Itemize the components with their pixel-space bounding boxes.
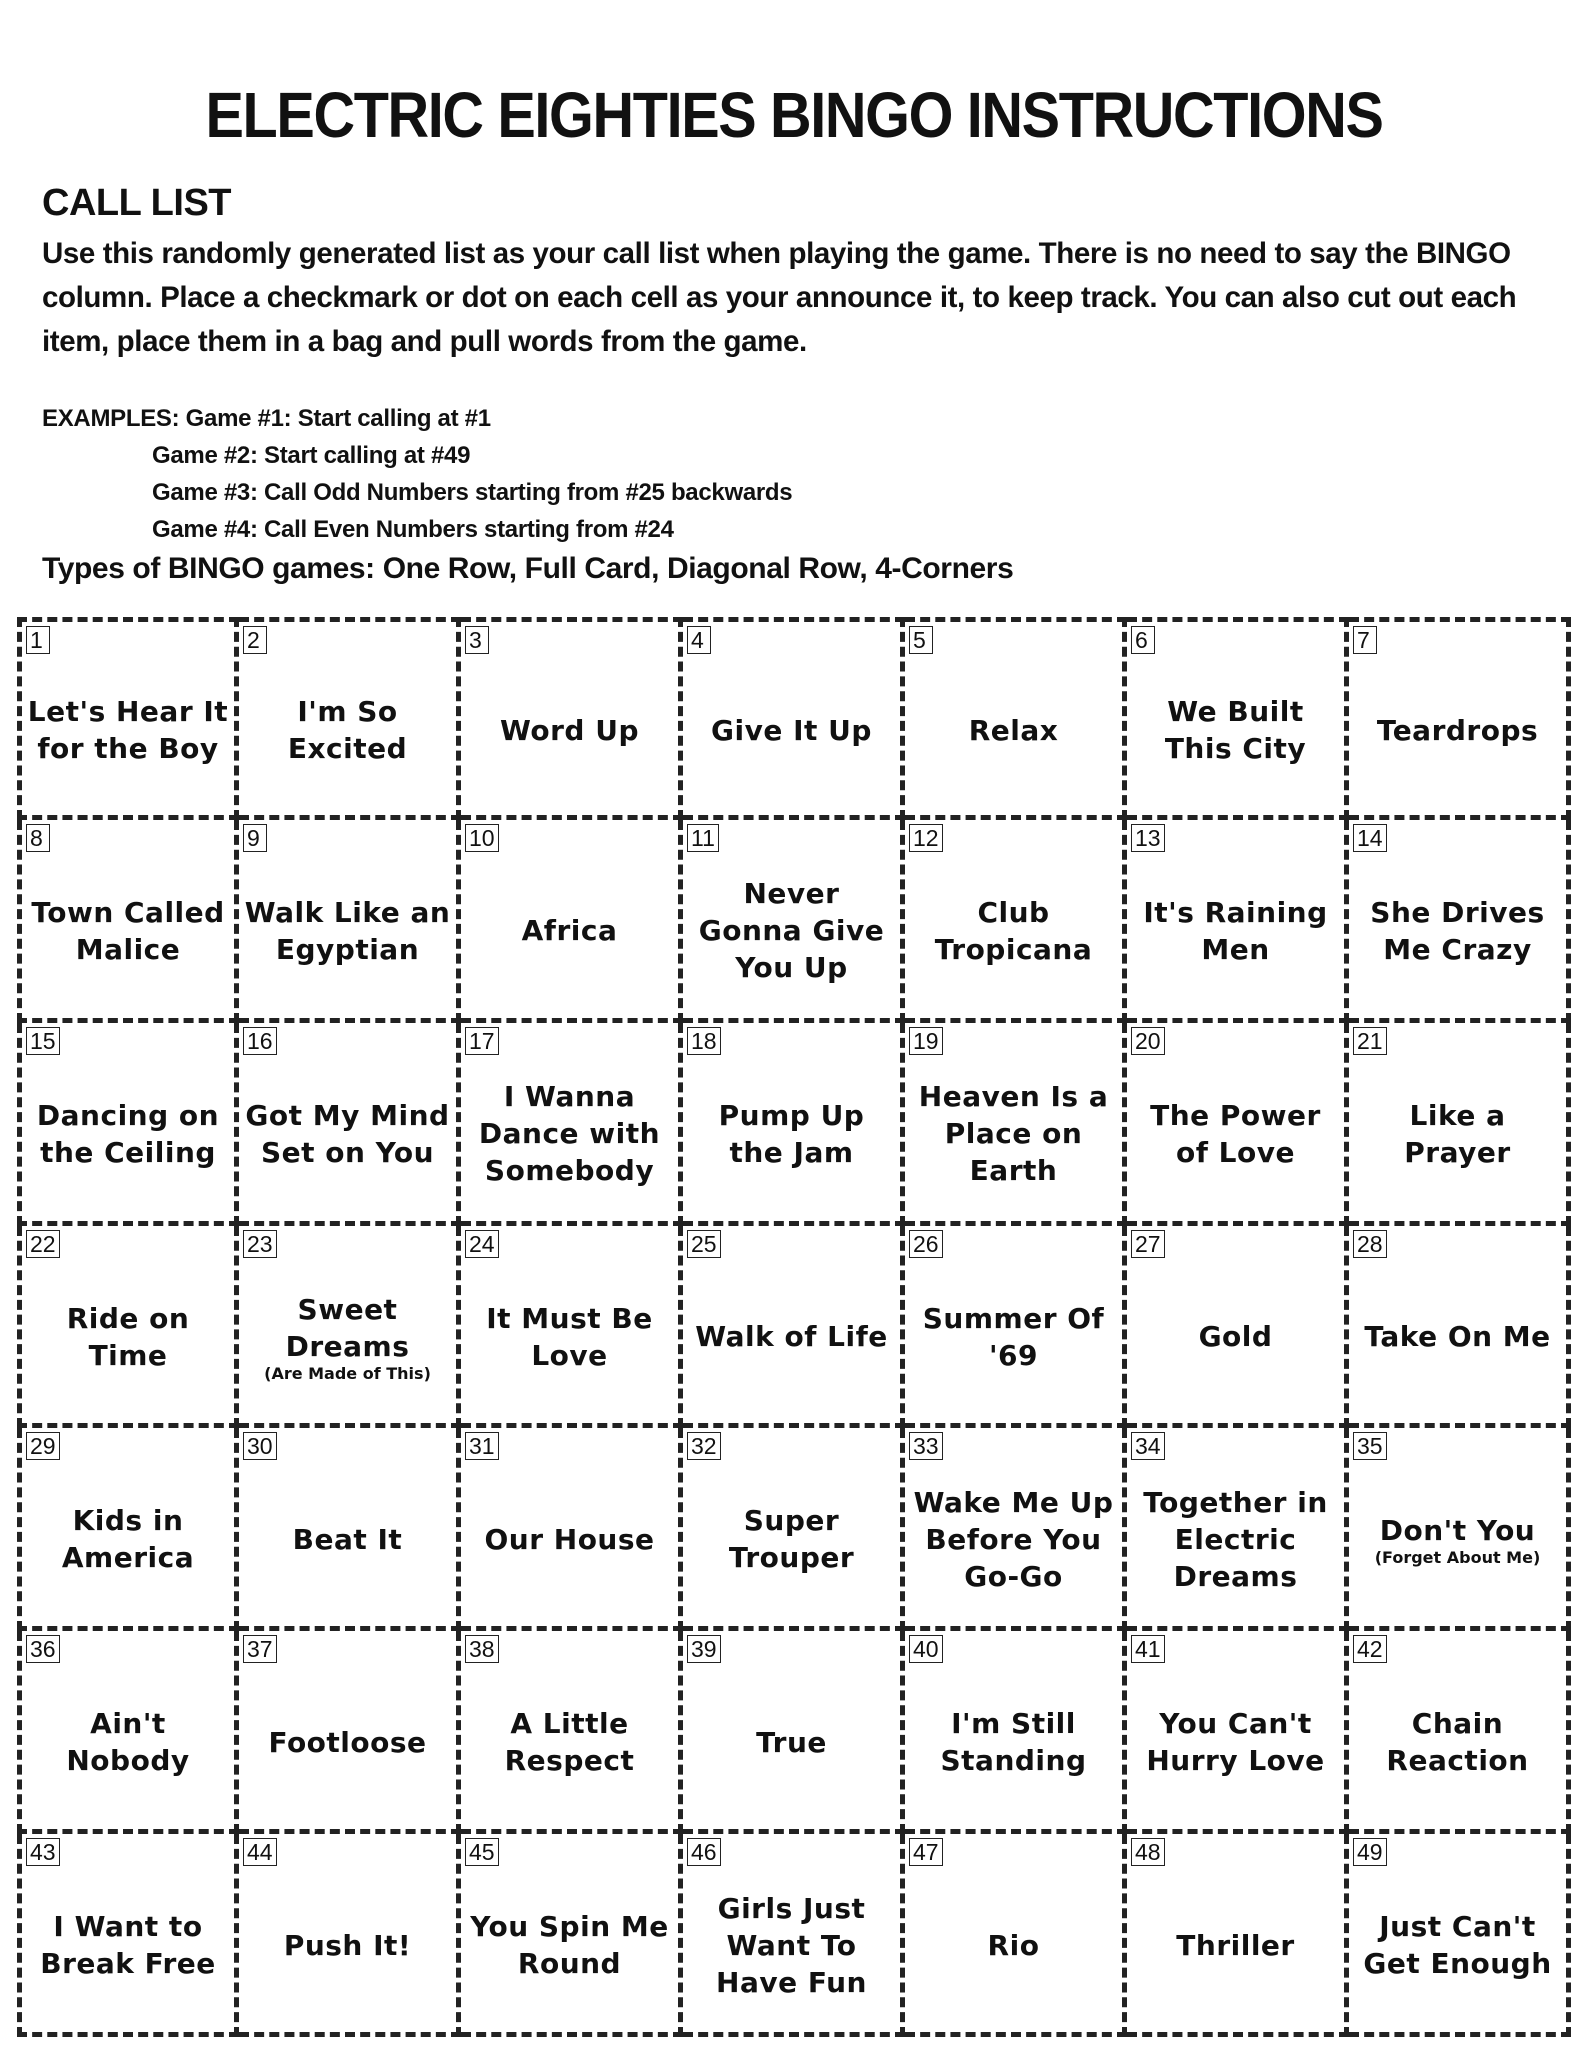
- call-cell: [905, 617, 1127, 820]
- song-title: Ride on Time: [66, 1301, 190, 1372]
- song-title: Heaven Is a Place on Earth: [918, 1080, 1109, 1188]
- cell-content: [239, 1073, 456, 1171]
- cell-content: [289, 1497, 407, 1558]
- cell-number: 20: [1131, 1027, 1165, 1055]
- song-title: I Wanna Dance with Somebody: [478, 1080, 661, 1188]
- call-cell: [905, 1428, 1127, 1631]
- call-cell: [683, 1631, 905, 1834]
- call-cell: [683, 820, 905, 1023]
- example-line-1: EXAMPLES: Game #1: Start calling at #1: [42, 405, 491, 432]
- call-cell: [905, 1631, 1127, 1834]
- song-title: Chain Reaction: [1386, 1707, 1529, 1778]
- song-title: Give It Up: [711, 713, 872, 747]
- cell-number: 42: [1353, 1635, 1387, 1663]
- cell-number: 37: [243, 1635, 277, 1663]
- cell-content: [1172, 1903, 1298, 1964]
- song-title: Kids in America: [61, 1504, 195, 1575]
- call-cell: [905, 1834, 1127, 2037]
- cell-content: [461, 1884, 678, 1982]
- song-title: Our House: [484, 1522, 655, 1556]
- song-title: Africa: [521, 914, 618, 948]
- cell-number: 43: [26, 1838, 60, 1866]
- cell-content: [683, 1866, 900, 2001]
- call-cell: [1127, 617, 1349, 820]
- cell-content: [239, 870, 456, 968]
- cell-content: [1349, 1884, 1566, 1982]
- cell-number: 38: [465, 1635, 499, 1663]
- song-title: Never Gonna Give You Up: [698, 877, 885, 985]
- song-title: Walk of Life: [695, 1320, 888, 1353]
- cell-number: 13: [1131, 824, 1165, 852]
- song-title: I'm Still Standing: [940, 1707, 1087, 1778]
- cell-content: [22, 1073, 234, 1171]
- song-title: Footloose: [268, 1725, 427, 1759]
- call-cell: [239, 1834, 461, 2037]
- cell-content: [264, 1700, 430, 1761]
- call-cell: [1127, 1834, 1349, 2037]
- cell-content: [1127, 870, 1344, 968]
- call-cell: [1127, 1226, 1349, 1429]
- song-title: She Drives Me Crazy: [1370, 895, 1545, 966]
- song-title: Don't You: [1379, 1513, 1536, 1547]
- cell-number: 4: [687, 626, 711, 654]
- call-cell: [461, 1834, 683, 2037]
- cell-number: 23: [243, 1230, 277, 1258]
- call-cell: [1349, 820, 1571, 1023]
- call-cell: [1127, 1631, 1349, 1834]
- cell-number: 7: [1353, 626, 1377, 654]
- song-title: Dancing on the Ceiling: [36, 1098, 220, 1169]
- call-list-heading: CALL LIST: [42, 182, 232, 224]
- call-cell: [17, 1023, 239, 1226]
- cell-content: [1349, 870, 1566, 968]
- cell-content: [22, 1681, 234, 1779]
- cell-number: 3: [465, 626, 489, 654]
- cell-number: 9: [243, 824, 267, 852]
- cell-number: 36: [26, 1635, 60, 1663]
- cell-content: [461, 1054, 678, 1189]
- call-cell: [905, 1023, 1127, 1226]
- cell-number: 18: [687, 1027, 721, 1055]
- cell-number: 6: [1131, 626, 1155, 654]
- cell-content: [1127, 1073, 1344, 1171]
- cell-content: [480, 1497, 658, 1558]
- cell-content: [905, 1460, 1122, 1595]
- song-title: Ain't Nobody: [66, 1707, 190, 1778]
- page-title: ELECTRIC EIGHTIES BINGO INSTRUCTIONS: [205, 79, 1383, 151]
- song-title: Gold: [1198, 1320, 1273, 1353]
- cell-number: 15: [26, 1027, 60, 1055]
- cell-number: 48: [1131, 1838, 1165, 1866]
- song-title: I'm So Excited: [287, 695, 408, 766]
- cell-number: 26: [909, 1230, 943, 1258]
- example-line-3: Game #3: Call Odd Numbers starting from #25 backwards: [152, 479, 793, 506]
- call-cell: [239, 1226, 461, 1429]
- cell-content: [905, 1054, 1122, 1189]
- cell-content: [239, 669, 456, 767]
- call-cell: [461, 1631, 683, 1834]
- cell-number: 1: [26, 626, 50, 654]
- song-title: Beat It: [292, 1522, 403, 1556]
- cell-number: 30: [243, 1432, 277, 1460]
- cell-number: 40: [909, 1635, 943, 1663]
- cell-number: 25: [687, 1230, 721, 1258]
- cell-content: [1349, 1681, 1566, 1779]
- cell-number: 19: [909, 1027, 943, 1055]
- cell-number: 31: [465, 1432, 499, 1460]
- call-cell: [1127, 1428, 1349, 1631]
- cell-number: 22: [26, 1230, 60, 1258]
- cell-content: [239, 1267, 456, 1383]
- call-cell: [461, 1226, 683, 1429]
- song-title: Word Up: [499, 713, 639, 747]
- cell-number: 32: [687, 1432, 721, 1460]
- song-title: Pump Up the Jam: [718, 1098, 865, 1169]
- call-cell: [239, 617, 461, 820]
- song-title: The Power of Love: [1150, 1098, 1321, 1169]
- call-cell: [905, 820, 1127, 1023]
- song-title: Take On Me: [1364, 1320, 1551, 1353]
- cell-number: 35: [1353, 1432, 1387, 1460]
- call-cell: [683, 1428, 905, 1631]
- call-cell: [1349, 1834, 1571, 2037]
- song-title: Just Can't Get Enough: [1363, 1910, 1552, 1981]
- cell-content: [752, 1700, 831, 1761]
- intro-paragraph: Use this randomly generated list as your call list when playing the game. There is no need to say the BINGO column. Place a checkmark or dot on each cell as your announce it, to keep track. You can also cut out each item, place them in a bag and pull words from the game.: [42, 237, 1517, 358]
- cell-number: 16: [243, 1027, 277, 1055]
- call-cell: [1349, 1428, 1571, 1631]
- example-line-4: Game #4: Call Even Numbers starting from #24: [152, 516, 674, 543]
- cell-content: [1127, 669, 1344, 767]
- call-cell: [683, 1226, 905, 1429]
- cell-number: 39: [687, 1635, 721, 1663]
- song-title: A Little Respect: [504, 1707, 635, 1778]
- song-title: Let's Hear It for the Boy: [27, 695, 229, 766]
- call-cell: [1349, 1226, 1571, 1429]
- song-title: Teardrops: [1376, 713, 1539, 747]
- call-cell: [683, 1023, 905, 1226]
- examples-block: [42, 400, 792, 548]
- cell-content: [1360, 1294, 1554, 1355]
- call-cell: [461, 820, 683, 1023]
- bingo-game-types: Types of BINGO games: One Row, Full Card, Diagonal Row, 4-Corners: [42, 552, 1014, 585]
- cell-content: [496, 688, 643, 749]
- cell-number: 27: [1131, 1230, 1165, 1258]
- call-cell: [239, 1631, 461, 1834]
- cell-number: 5: [909, 626, 933, 654]
- cell-number: 12: [909, 824, 943, 852]
- cell-content: [518, 888, 622, 949]
- call-cell: [17, 820, 239, 1023]
- call-cell: [1349, 617, 1571, 820]
- song-title: You Can't Hurry Love: [1146, 1707, 1325, 1778]
- cell-content: [683, 1478, 900, 1576]
- cell-number: 2: [243, 626, 267, 654]
- call-cell: [461, 1428, 683, 1631]
- call-cell: [905, 1226, 1127, 1429]
- call-cell: [461, 617, 683, 820]
- cell-content: [1373, 688, 1542, 749]
- song-title: Together in Electric Dreams: [1143, 1485, 1328, 1593]
- call-cell: [1349, 1023, 1571, 1226]
- cell-number: 11: [687, 824, 719, 852]
- song-title: Wake Me Up Before You Go-Go: [913, 1485, 1114, 1593]
- call-cell: [17, 617, 239, 820]
- call-cell: [1127, 1023, 1349, 1226]
- song-subtitle: (Forget About Me): [1374, 1547, 1541, 1567]
- cell-content: [905, 1681, 1122, 1779]
- cell-content: [905, 870, 1122, 968]
- song-title: Club Tropicana: [934, 895, 1093, 966]
- cell-content: [683, 851, 900, 986]
- cell-content: [683, 1073, 900, 1171]
- cell-number: 47: [909, 1838, 943, 1866]
- cell-content: [691, 1294, 892, 1355]
- song-title: I Want to Break Free: [40, 1910, 216, 1981]
- cell-content: [984, 1903, 1044, 1964]
- cell-number: 28: [1353, 1230, 1387, 1258]
- example-line-2: Game #2: Start calling at #49: [152, 442, 471, 469]
- song-title: It Must Be Love: [486, 1301, 653, 1372]
- call-cell: [1349, 1631, 1571, 1834]
- call-cell: [17, 1226, 239, 1429]
- song-title: Rio: [987, 1928, 1040, 1962]
- cell-number: 17: [465, 1027, 499, 1055]
- cell-number: 21: [1353, 1027, 1387, 1055]
- song-title: We Built This City: [1164, 695, 1307, 766]
- song-title: Got My Mind Set on You: [245, 1098, 450, 1169]
- cell-content: [22, 1884, 234, 1982]
- cell-content: [461, 1681, 678, 1779]
- call-cell: [239, 1428, 461, 1631]
- cell-content: [461, 1276, 678, 1374]
- call-cell: [17, 1428, 239, 1631]
- cell-content: [707, 688, 876, 749]
- cell-content: [22, 669, 234, 767]
- cell-content: [1371, 1488, 1545, 1567]
- cell-content: [22, 1478, 234, 1576]
- song-title: It's Raining Men: [1143, 895, 1328, 966]
- song-title: Super Trouper: [728, 1504, 855, 1575]
- song-title: Push It!: [283, 1928, 412, 1962]
- cell-number: 24: [465, 1230, 499, 1258]
- cell-content: [905, 1276, 1122, 1374]
- cell-number: 41: [1131, 1635, 1165, 1663]
- song-subtitle: (Are Made of This): [264, 1363, 431, 1383]
- cell-content: [1349, 1073, 1566, 1171]
- cell-number: 44: [243, 1838, 277, 1866]
- cell-content: [1127, 1681, 1344, 1779]
- call-cell: [239, 1023, 461, 1226]
- cell-number: 14: [1353, 824, 1387, 852]
- song-title: Relax: [968, 713, 1059, 747]
- call-cell: [17, 1834, 239, 2037]
- call-list-grid: [17, 617, 1571, 2037]
- song-title: Walk Like an Egyptian: [244, 895, 451, 966]
- cell-content: [22, 870, 234, 968]
- cell-content: [1127, 1460, 1344, 1595]
- call-cell: [17, 1631, 239, 1834]
- song-title: Thriller: [1176, 1928, 1295, 1962]
- call-cell: [683, 617, 905, 820]
- cell-content: [280, 1903, 415, 1964]
- cell-number: 34: [1131, 1432, 1165, 1460]
- cell-number: 46: [687, 1838, 721, 1866]
- cell-number: 45: [465, 1838, 499, 1866]
- call-cell: [683, 1834, 905, 2037]
- song-title: Sweet Dreams: [285, 1292, 410, 1363]
- song-title: You Spin Me Round: [470, 1910, 669, 1981]
- cell-content: [965, 688, 1063, 749]
- song-title: Town Called Malice: [31, 895, 225, 966]
- song-title: Like a Prayer: [1404, 1098, 1511, 1169]
- song-title: Girls Just Want To Have Fun: [716, 1891, 867, 1999]
- cell-content: [1195, 1294, 1277, 1355]
- call-cell: [1127, 820, 1349, 1023]
- song-title: Summer Of '69: [922, 1301, 1105, 1372]
- cell-content: [22, 1276, 234, 1374]
- call-cell: [461, 1023, 683, 1226]
- cell-number: 33: [909, 1432, 943, 1460]
- cell-number: 49: [1353, 1838, 1387, 1866]
- call-cell: [239, 820, 461, 1023]
- cell-number: 29: [26, 1432, 60, 1460]
- cell-number: 8: [26, 824, 50, 852]
- cell-number: 10: [465, 824, 499, 852]
- song-title: True: [756, 1725, 827, 1759]
